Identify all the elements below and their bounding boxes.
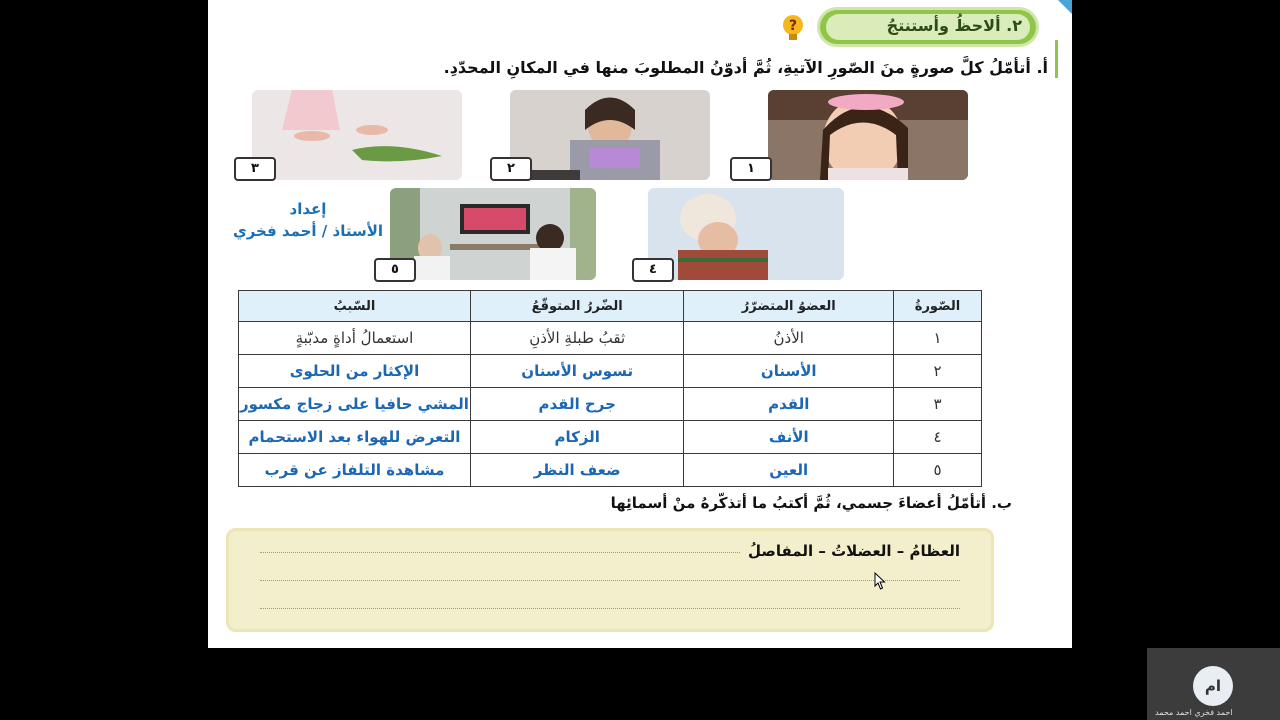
table-row bbox=[239, 388, 982, 421]
row-number: ٢ bbox=[894, 355, 982, 388]
harm-cell[interactable]: ضعف النظر bbox=[470, 454, 684, 487]
page-corner-accent bbox=[1058, 0, 1072, 14]
photo-label-5: ٥ bbox=[374, 258, 416, 282]
svg-text:?: ? bbox=[788, 18, 798, 34]
answer-text: العظامُ – العضلاتُ – المفاصلُ bbox=[740, 542, 960, 560]
table-row bbox=[239, 421, 982, 454]
lightbulb-icon bbox=[780, 14, 806, 44]
cause-cell[interactable]: مشاهدة التلفاز عن قرب bbox=[239, 454, 471, 487]
worksheet-page bbox=[208, 0, 1072, 648]
header-image: الصّورةُ bbox=[894, 291, 982, 322]
photo-3-glass bbox=[252, 90, 462, 180]
answer-line-3 bbox=[260, 608, 960, 609]
header-cause: السّببُ bbox=[239, 291, 471, 322]
organ-cell[interactable]: الأسنان bbox=[684, 355, 894, 388]
table-row bbox=[239, 355, 982, 388]
table-row bbox=[239, 322, 982, 355]
organ-cell[interactable]: القدم bbox=[684, 388, 894, 421]
photo-1-ear bbox=[768, 90, 968, 180]
section-title: ٢. ألاحظُ وأستنتجُ bbox=[886, 16, 1022, 35]
harm-cell: ثقبُ طبلةِ الأذنِ bbox=[470, 322, 684, 355]
participant-avatar: ام bbox=[1193, 666, 1233, 706]
harm-cell[interactable]: الزكام bbox=[470, 421, 684, 454]
cause-cell[interactable]: المشي حافيا على زجاج مكسور bbox=[239, 388, 471, 421]
photo-label-4: ٤ bbox=[632, 258, 674, 282]
organ-cell: الأذنُ bbox=[684, 322, 894, 355]
header-harm: الضّررُ المتوقّعُ bbox=[470, 291, 684, 322]
photo-5-tv bbox=[390, 188, 596, 280]
row-number: ١ bbox=[894, 322, 982, 355]
photo-label-1: ١ bbox=[730, 157, 772, 181]
photo-4-towel bbox=[648, 188, 844, 280]
author-credit bbox=[228, 198, 388, 242]
section-rule bbox=[1055, 40, 1058, 78]
row-number: ٥ bbox=[894, 454, 982, 487]
header-organ: العضوُ المتضرّرُ bbox=[684, 291, 894, 322]
cause-cell[interactable]: الإكثار من الحلوى bbox=[239, 355, 471, 388]
photo-label-2: ٢ bbox=[490, 157, 532, 181]
photo-label-3: ٣ bbox=[234, 157, 276, 181]
answer-line-2 bbox=[260, 580, 960, 581]
row-number: ٣ bbox=[894, 388, 982, 421]
participant-name: احمد فخري احمد محمد bbox=[1155, 708, 1233, 717]
observation-table bbox=[238, 290, 982, 487]
credit-line-1: إعداد bbox=[289, 200, 327, 218]
photo-2-sweets bbox=[510, 90, 710, 180]
row-number: ٤ bbox=[894, 421, 982, 454]
table-row bbox=[239, 454, 982, 487]
instruction-a: أ. أتأمّلُ كلَّ صورةٍ منَ الصّورِ الآتيةِ، ثُمَّ أدوّنُ المطلوبَ منها في المكانِ المحدّدِ. bbox=[443, 58, 1048, 77]
organ-cell[interactable]: الأنف bbox=[684, 421, 894, 454]
organ-cell[interactable]: العين bbox=[684, 454, 894, 487]
cause-cell[interactable]: التعرض للهواء بعد الاستحمام bbox=[239, 421, 471, 454]
cause-cell: استعمالُ أداةٍ مدبّبةٍ bbox=[239, 322, 471, 355]
harm-cell[interactable]: تسوس الأسنان bbox=[470, 355, 684, 388]
credit-line-2: الأستاذ / أحمد فخري bbox=[232, 222, 384, 240]
section-header bbox=[820, 10, 1036, 44]
instruction-b: ب. أتأمّلُ أعضاءَ جسمي، ثُمَّ أكتبُ ما أتذكّرهُ منْ أسمائِها bbox=[610, 494, 1012, 512]
table-header-row bbox=[239, 291, 982, 322]
participant-tile[interactable] bbox=[1147, 648, 1280, 720]
mouse-cursor-icon bbox=[874, 572, 886, 590]
harm-cell[interactable]: جرح القدم bbox=[470, 388, 684, 421]
